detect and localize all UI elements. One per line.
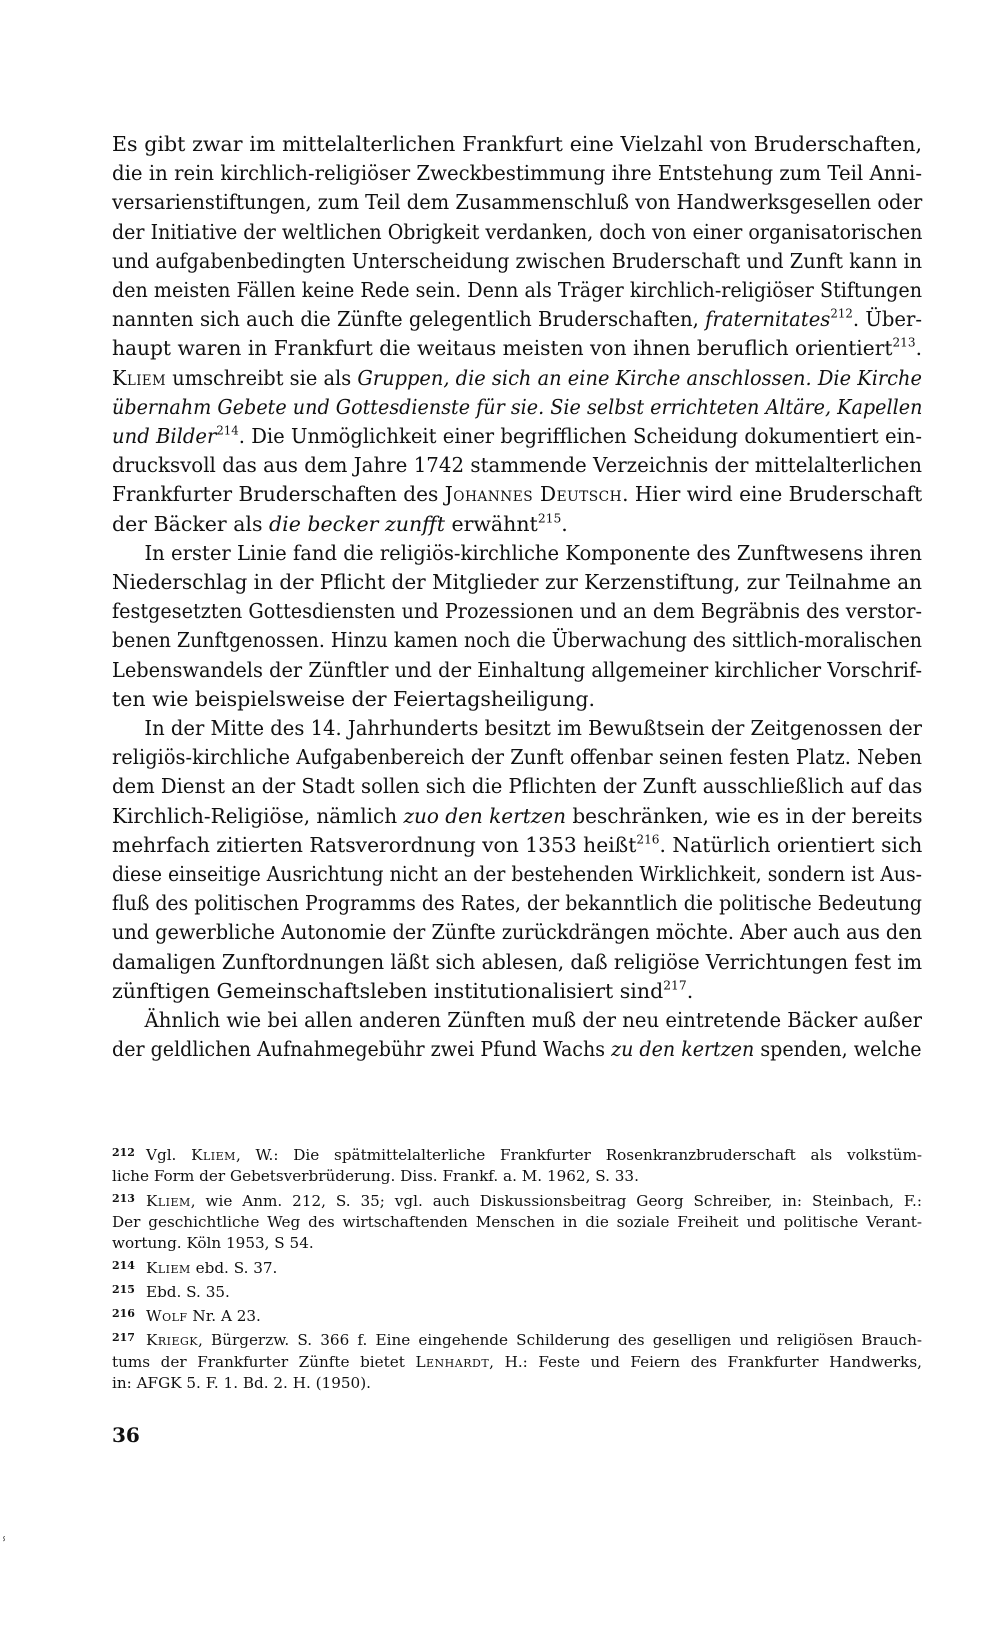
italic-run: übernahm Gebete und Gottesdienste für sie. Sie selbst errichteten Altäre, Kapellen: [112, 394, 923, 419]
text-line: benen Zunftgenossen. Hinzu kamen noch die Überwachung des sittlich-moralischen: [112, 628, 923, 653]
text-run: , wie Anm. 212, S. 35; vgl. auch Diskussionsbeitrag Georg Schreiber, in: Steinbach, F.:: [190, 1191, 922, 1210]
footnote-text: Der geschichtliche Weg des wirtschaftenden Menschen in die soziale Freiheit und politische Verant-: [112, 1212, 922, 1231]
text-line: Niederschlag in der Pflicht der Mitglieder zur Kerzenstiftung, zur Teilnahme an: [112, 570, 922, 595]
page-number: 36: [112, 1423, 140, 1447]
text-line: versarienstiftungen, zum Teil dem Zusammenschluß von Handwerksgesellen oder: [112, 190, 923, 215]
footnote: [112, 1327, 922, 1394]
text-run: .: [686, 978, 694, 1003]
text-line: [112, 977, 922, 1006]
text-line: [112, 393, 922, 422]
text-run: . Natürlich orientiert sich: [659, 832, 923, 857]
text-line: religiös-kirchliche Aufgabenbereich der Zunft offenbar seinen festen Platz. Neben: [112, 745, 922, 770]
text-run: nannten sich auch die Zünfte gelegentlich Bruderschaften,: [112, 307, 706, 332]
small-caps-name: Johannes Deutsch: [444, 482, 623, 507]
text-line: [112, 364, 922, 393]
text-line: Es gibt zwar im mittelalterlichen Frankfurt eine Vielzahl von Bruderschaften,: [112, 132, 922, 156]
text-run: spenden, welche: [754, 1037, 922, 1062]
small-caps-name: Lenhardt: [415, 1352, 490, 1371]
small-caps-name: Kliem: [146, 1258, 191, 1277]
italic-run: zuo den kertzen: [403, 803, 567, 828]
text-line: drucksvoll das aus dem Jahre 1742 stammende Verzeichnis der mittelalterlichen: [112, 453, 922, 478]
small-caps-name: Kliem: [191, 1145, 236, 1164]
scan-artifact-mark: ⸯ: [0, 1538, 9, 1554]
paragraph: [112, 130, 922, 539]
footnote-line: [112, 1279, 922, 1303]
text-run: . Die Unmöglichkeit einer begrifflichen Scheidung dokumentiert ein-: [238, 424, 923, 449]
text-line: [112, 480, 922, 509]
text-line: [112, 422, 922, 451]
text-line: [112, 802, 922, 831]
paragraph: [112, 714, 922, 1006]
text-run: Vgl.: [146, 1145, 192, 1164]
text-line: damaligen Zunftordnungen läßt sich ablesen, daß religiöse Verrichtungen fest im: [112, 949, 923, 974]
text-run: mehrfach zitierten Ratsverordnung von 1353 heißt: [112, 832, 637, 857]
footnote-number: 217: [112, 1331, 135, 1345]
text-run: tums der Frankfurter Zünfte bietet: [112, 1352, 416, 1371]
footnote-line: [112, 1212, 922, 1233]
text-line: Lebenswandels der Zünftler und der Einhaltung allgemeiner kirchlicher Vorschrif-: [112, 657, 922, 682]
small-caps-name: Kliem: [146, 1191, 191, 1210]
footnote-ref: 216: [636, 832, 660, 847]
text-run: Nr. A 23.: [187, 1307, 261, 1326]
text-line: In erster Linie fand die religiös-kirchliche Komponente des Zunftwesens ihren: [144, 540, 922, 565]
text-line: und aufgabenbedingten Unterscheidung zwischen Bruderschaft und Zunft kann in: [112, 248, 923, 273]
footnote-ref: 214: [216, 423, 239, 438]
text-line: dem Dienst an der Stadt sollen sich die Pflichten der Zunft ausschließlich auf das: [112, 774, 923, 799]
italic-run: und Bilder: [112, 424, 217, 449]
footnote-line: [112, 1352, 922, 1373]
text-line: [112, 831, 922, 860]
footnote-text: wortung. Köln 1953, S 54.: [112, 1234, 314, 1253]
footnote-text: [146, 1307, 261, 1325]
text-run: , W.: Die spätmittelalterliche Frankfurter Rosenkranzbruderschaft als volkstüm-: [235, 1145, 922, 1164]
footnote-line: [112, 1255, 922, 1279]
text-line: [112, 305, 922, 334]
footnote-text: [146, 1331, 922, 1349]
footnote-number: 215: [112, 1282, 135, 1296]
text-line: und gewerbliche Autonomie der Zünfte zurückdrängen möchte. Aber auch aus den: [112, 920, 922, 945]
footnote: [112, 1188, 922, 1255]
footnote-number: 212: [112, 1146, 135, 1159]
text-line: [112, 510, 922, 539]
footnote-text: [146, 1192, 922, 1210]
footnote-ref: 213: [892, 335, 916, 350]
text-run: .: [561, 511, 568, 536]
small-caps-name: Kriegk: [146, 1331, 199, 1350]
footnote-number: 214: [112, 1258, 135, 1272]
text-line: Ähnlich wie bei allen anderen Zünften muß der neu eintretende Bäcker außer: [144, 1008, 923, 1033]
italic-run: Gruppen, die sich an eine Kirche anschlossen. Die Kirche: [357, 365, 922, 390]
text-line: [112, 334, 922, 363]
text-line: den meisten Fällen keine Rede sein. Denn als Träger kirchlich-religiöser Stiftungen: [112, 278, 922, 303]
text-run: . Über-: [852, 307, 922, 332]
footnote-ref: 215: [537, 511, 562, 526]
footnote-line: [112, 1373, 922, 1394]
footnote-line: [112, 1303, 922, 1327]
footnote-ref: 217: [663, 978, 687, 993]
text-run: .: [915, 336, 922, 361]
text-run: , H.: Feste und Feiern des Frankfurter Handwerks,: [489, 1352, 922, 1371]
footnote-text: [112, 1353, 922, 1371]
text-run: zünftigen Gemeinschaftsleben institutionalisiert sind: [112, 978, 664, 1003]
small-caps-name: Wolf: [146, 1307, 188, 1326]
text-run: , Bürgerzw. S. 366 f. Eine eingehende Schilderung des geselligen und religiösen Brauch-: [198, 1331, 922, 1350]
text-run: . Hier wird eine Bruderschaft: [622, 482, 923, 507]
text-run: Frankfurter Bruderschaften des: [112, 482, 445, 507]
italic-run: die becker zunfft: [269, 511, 445, 536]
text-line: der Initiative der weltlichen Obrigkeit verdanken, doch von einer organisatorischen: [112, 219, 923, 244]
footnote-text: [146, 1259, 277, 1277]
text-line: festgesetzten Gottesdiensten und Prozessionen und an dem Begräbnis des verstor-: [112, 599, 922, 624]
paragraph: [112, 539, 922, 714]
text-line: In der Mitte des 14. Jahrhunderts besitzt im Bewußtsein der Zeitgenossen der: [144, 716, 922, 741]
text-run: umschreibt sie als: [166, 365, 358, 390]
text-line: fluß des politischen Programms des Rates, der bekanntlich die politische Bedeutung: [112, 891, 922, 916]
footnote-line: [112, 1327, 922, 1351]
text-line: diese einseitige Ausrichtung nicht an der bestehenden Wirklichkeit, sondern ist Aus-: [112, 862, 922, 887]
footnote-line: [112, 1166, 922, 1187]
paragraph: [112, 1006, 922, 1064]
footnote-ref: 212: [830, 306, 853, 321]
text-run: der Bäcker als: [112, 511, 270, 536]
text-line: ten wie beispielsweise der Feiertagsheiligung.: [112, 686, 596, 711]
footnote-number: 213: [112, 1191, 135, 1205]
text-run: erwähnt: [444, 511, 538, 536]
footnote-text: [146, 1146, 922, 1164]
text-run: haupt waren in Frankfurt die weitaus meisten von ihnen beruflich orientiert: [112, 336, 893, 361]
text-run: ebd. S. 37.: [190, 1258, 278, 1277]
footnote: [112, 1142, 922, 1188]
italic-run: zu den kertzen: [611, 1037, 755, 1062]
footnote-line: [112, 1142, 922, 1166]
footnote-line: [112, 1233, 922, 1254]
italic-run: fraternitates: [705, 307, 831, 332]
footnote: [112, 1279, 922, 1303]
text-run: Kirchlich-Religiöse, nämlich: [112, 803, 404, 828]
text-line: [112, 1035, 922, 1064]
footnote-text: liche Form der Gebetsverbrüderung. Diss. Frankf. a. M. 1962, S. 33.: [112, 1167, 639, 1186]
body-text: [112, 130, 922, 1065]
text-run: beschränken, wie es in der bereits: [566, 803, 923, 828]
footnote: [112, 1255, 922, 1279]
footnote-number: 216: [112, 1307, 135, 1321]
footnotes: [112, 1142, 922, 1395]
footnote: [112, 1303, 922, 1327]
text-line: die in rein kirchlich-religiöser Zweckbestimmung ihre Entstehung zum Teil Anni-: [112, 161, 922, 186]
text-run: der geldlichen Aufnahmegebühr zwei Pfund Wachs: [112, 1037, 612, 1062]
small-caps-name: Kliem: [112, 365, 167, 390]
footnote-text: in: AFGK 5. F. 1. Bd. 2. H. (1950).: [112, 1374, 371, 1393]
footnote-text: Ebd. S. 35.: [146, 1282, 230, 1301]
footnote-line: [112, 1188, 922, 1212]
